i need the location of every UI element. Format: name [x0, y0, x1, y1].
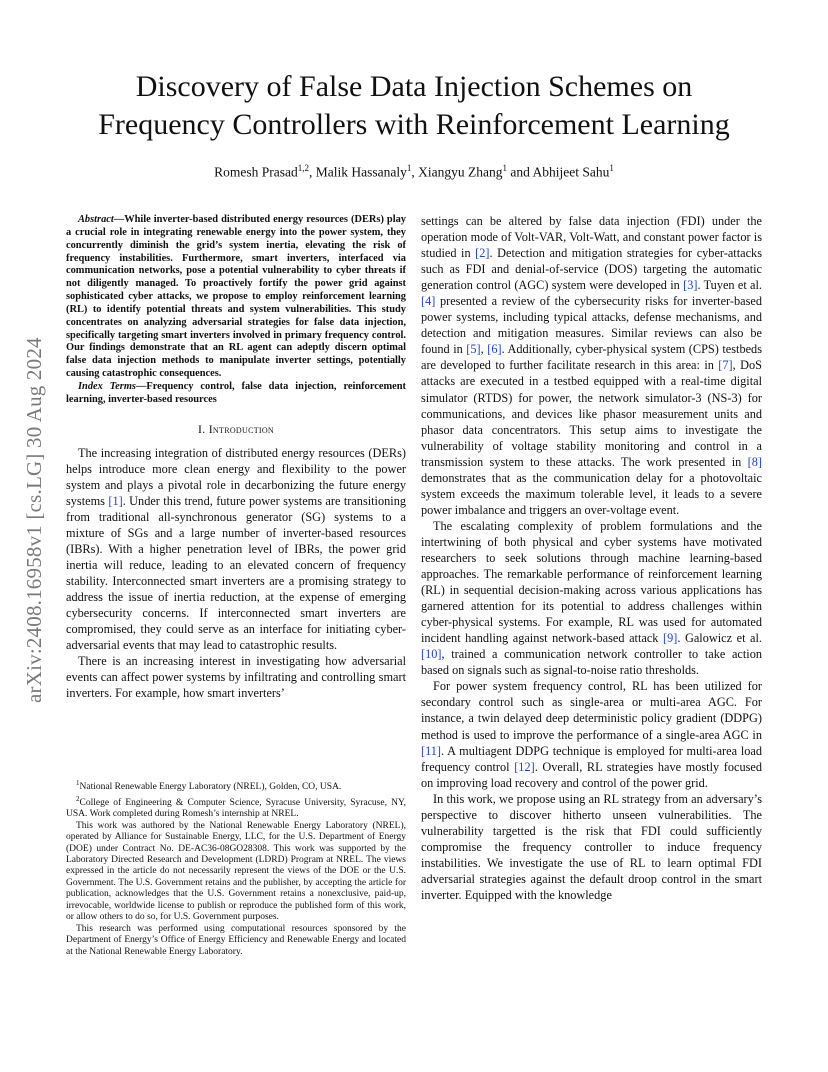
footnote-computing: This research was performed using computational resources sponsored by the Department of Energy’s Office of Energy Efficiency and Renewable Energy and located at the National Renewable Energy Laboratory.	[66, 923, 406, 957]
text-run: . Galowicz et al.	[677, 631, 762, 646]
author-list	[60, 163, 768, 181]
author-affiliation-mark: 1,2	[297, 163, 310, 173]
citation-link[interactable]: [12]	[514, 759, 535, 774]
text-run: presented a review of the cybersecurity risks for inverter-based power systems, including typical attacks, defense mechanisms, and detection and mitigation measures. Similar reviews can also be found in	[421, 294, 762, 357]
left-column	[66, 214, 406, 701]
author-name: Malik Hassanaly	[315, 164, 407, 180]
text-run: . A multiagent DDPG technique is employed for multi-area load frequency control	[421, 743, 762, 774]
citation-link[interactable]: [7]	[718, 358, 733, 373]
footnote-text: College of Engineering & Computer Science, Syracuse University, Syracuse, NY, USA. Work completed during Romesh’s internship at NREL.	[66, 797, 406, 820]
text-run: ,	[480, 342, 488, 357]
footnote-text: National Renewable Energy Laboratory (NREL), Golden, CO, USA.	[79, 782, 342, 793]
footnote-affiliation-2	[66, 794, 406, 821]
citation-link[interactable]: [3]	[683, 278, 698, 293]
author-affiliation-mark: 1	[609, 163, 614, 173]
abstract	[66, 214, 406, 381]
author-name: Xiangyu Zhang	[418, 164, 503, 180]
citation-link[interactable]: [1]	[108, 493, 123, 508]
footnote-affiliation-1	[66, 778, 406, 794]
text-run: . Under this trend, future power systems are transitioning from traditional all-synchronous generator (SG) systems to a mixture of SGs and a large number of inverter-based resources (IBRs). With a higher penetration level of IBRs, the power grid inertia will reduce, leading to an elevated concern of frequency stability. Interconnected smart inverters are a promising strategy to address the issue of inertia reduction, at the expense of emerging cybersecurity concerns. If interconnected smart inverters are compromised, they could serve as an interface for initiating cyber-adversarial events that may lead to catastrophic results.	[66, 493, 406, 653]
intro-paragraph-1	[66, 445, 406, 654]
citation-link[interactable]: [11]	[421, 743, 442, 758]
intro-paragraph-3	[421, 213, 762, 518]
footnote-funding: This work was authored by the National Renewable Energy Laboratory (NREL), operated by Alliance for Sustainable Energy, LLC, for the U.S. Department of Energy (DOE) under Contract No. DE-AC36-08GO28308. This work was supported by the Laboratory Directed Research and Development (LDRD) Program at NREL. The views expressed in the article do not necessarily represent the views of the DOE or the U.S. Government. The U.S. Government retains and the publisher, by accepting the article for publication, acknowledges that the U.S. Government retains a nonexclusive, paid-up, irrevocable, worldwide license to publish or reproduce the published form of this work, or allow others to do so, for U.S. Government purposes.	[66, 820, 406, 923]
citation-link[interactable]: [8]	[747, 454, 762, 469]
intro-paragraph-2: There is an increasing interest in investigating how adversarial events can affect power systems by infiltrating and controlling smart inverters. For example, how smart inverters’	[66, 654, 406, 701]
section-name: Introduction	[208, 421, 275, 436]
citation-link[interactable]: [10]	[421, 647, 442, 662]
index-terms-lead: Index Terms	[78, 380, 136, 392]
intro-paragraph-5	[421, 678, 762, 790]
text-run: demonstrates that as the communication delay for a photovoltaic system exceeds the maximum tolerable level, it leads to a severe power imbalance and triggers an over-voltage event.	[421, 470, 762, 517]
author-affiliation-mark: 1	[406, 163, 412, 173]
text-run: . Additionally, cyber-physical system (CPS) testbeds are developed to further facilitate research in this area: in	[421, 342, 762, 373]
citation-link[interactable]: [2]	[475, 246, 490, 261]
intro-paragraph-4	[421, 518, 762, 678]
text-run: For power system frequency control, RL has been utilized for secondary control such as single-area or multi-area AGC. For instance, a twin delayed deep deterministic policy gradient (DDPG) method is used to improve the performance of a single-area AGC in	[421, 679, 762, 742]
author-separator: ,	[309, 164, 316, 180]
text-run: , trained a communication network controller to take action based on signals such as signal-to-noise ratio thresholds.	[421, 647, 762, 678]
text-run: . Detection and mitigation strategies for cyber-attacks such as FDI and denial-of-service (DOS) targeting the automatic generation control (AGC) system were developed in	[421, 246, 762, 293]
paper-title	[60, 68, 768, 144]
text-run: The increasing integration of distributed energy resources (DERs) helps introduce more clean energy and flexibility to the power system and plays a pivotal role in decarbonizing the future energy systems	[66, 445, 406, 508]
citation-link[interactable]: [9]	[662, 631, 678, 646]
text-run: . Tuyen et al.	[697, 278, 762, 293]
citation-link[interactable]: [4]	[421, 294, 436, 309]
title-line-1: Discovery of False Data Injection Schemes on	[135, 70, 693, 103]
author-name: Abhijeet Sahu	[532, 164, 610, 180]
intro-paragraph-6: In this work, we propose using an RL strategy from an adversary’s perspective to discover hitherto unseen vulnerabilities. The vulnerability targetted is the risk that FDI could sufficiently compromise the frequency controller to induce frequency instabilities. We investigate the use of RL to learn optimal FDI adversarial strategies against the default droop control in the smart inverter. Equipped with the knowledge	[421, 791, 762, 902]
footnote-mark: 2	[76, 794, 80, 803]
index-terms	[66, 381, 406, 407]
author-separator: ,	[411, 164, 419, 180]
author-affiliation-mark: 1	[502, 163, 507, 173]
right-column	[421, 213, 762, 903]
text-run: , DoS attacks are executed in a testbed equipped with a real-time digital simulator (RTDS) for power, the network simulator-3 (NS-3) for communications, and devices like phasor measurement units and phasor data concentrators. This setup aims to investigate the vulnerability of voltage stability monitoring and control in a transmission system to these attacks. The work presented in	[421, 358, 762, 469]
footnote-mark: 1	[76, 779, 80, 787]
abstract-text: —While inverter-based distributed energy resources (DERs) play a crucial role in integrating renewable energy into the power system, they concurrently diminish the grid’s system inertia, elevating the risk of frequency instabilities. Furthermore, smart inverters, interfaced via communication networks, pose a potential vulnerability to cyber threats if not diligently managed. To proactively fortify the power grid against sophisticated cyber attacks, we propose to employ reinforcement learning (RL) to identify potential threats and system vulnerabilities. This study concentrates on analyzing adversarial strategies for false data injection, specifically targeting smart inverters involved in primary frequency control. Our findings demonstrate that an RL agent can adeptly discern optimal false data injection methods to manipulate inverter settings, potentially causing catastrophic consequences.	[66, 214, 406, 380]
text-run: settings can be altered by false data injection (FDI) under the operation mode of Volt-VAR, Volt-Watt, and constant power factor is studied in	[421, 214, 762, 261]
author-name: Romesh Prasad	[214, 164, 298, 180]
arxiv-identifier: arXiv:2408.16958v1 [cs.LG] 30 Aug 2024	[22, 337, 46, 703]
footnotes	[66, 778, 406, 958]
text-run: The escalating complexity of problem formulations and the intertwining of both physical and cyber systems have motivated researchers to seek solutions through machine learning-based approaches. The remarkable performance of reinforcement learning (RL) in sequential decision-making across various applications has garnered attention for its potential to address challenges within cyber-physical systems. For example, RL was used for automated incident handling against network-based attack	[421, 518, 762, 646]
index-terms-text: —Frequency control, false data injection, reinforcement learning, inverter-based resources	[66, 380, 406, 405]
citation-link[interactable]: [5]	[466, 342, 481, 357]
text-run: . Overall, RL strategies have mostly focused on improving load recovery and control of the power grid.	[421, 759, 762, 790]
section-heading-introduction	[66, 421, 406, 437]
citation-link[interactable]: [6]	[487, 342, 502, 357]
section-number: I.	[197, 421, 209, 436]
abstract-lead: Abstract	[78, 214, 114, 225]
title-line-2: Frequency Controllers with Reinforcement Learning	[98, 108, 730, 141]
author-conjunction: and	[506, 164, 533, 180]
